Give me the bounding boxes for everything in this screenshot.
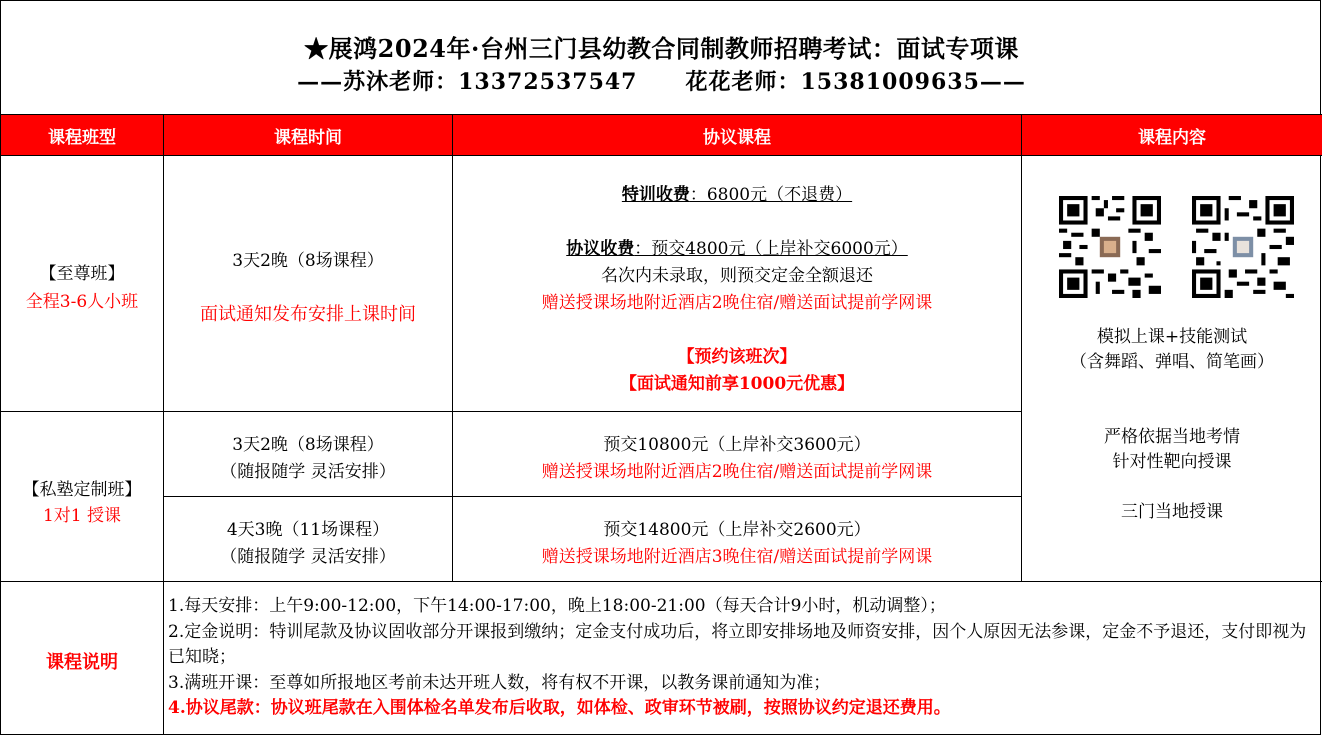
zhizun-refund: 名次内未录取，则预交定金全额退还 (601, 266, 873, 286)
notes-body (164, 582, 1321, 735)
sishu-opt1-price-cell (453, 412, 1022, 497)
sishu-name: 【私塾定制班】 (22, 480, 142, 500)
sishu-opt2-time: 4天3晚（11场课程） (226, 520, 390, 540)
content-cell (1022, 156, 1322, 582)
zhizun-gift: 赠送授课场地附近酒店2晚住宿/赠送面试提前学网课 (541, 293, 933, 313)
note-agreement-balance: 4.协议尾款：协议班尾款在入围体检名单发布后收取，如体检、政审环节被刷，按照协议约定退还费用。 (168, 698, 951, 718)
sishu-opt1-time: 3天2晚（8场课程） (232, 435, 384, 455)
sishu-opt2-time-cell (164, 497, 453, 582)
qr-code-huahua-icon[interactable] (1192, 196, 1294, 298)
col-header-class-type: 课程班型 (1, 115, 164, 156)
sishu-opt1-time-cell (164, 412, 453, 497)
note-schedule: 1.每天安排：上午9:00-12:00，下午14:00-17:00，晚上18:00-21:00（每天合计9小时，机动调整）； (168, 596, 946, 616)
notes-label: 课程说明 (46, 652, 118, 673)
col-header-agreement: 协议课程 (453, 115, 1022, 156)
sishu-opt1-price: 预交10800元（上岸补交3600元） (603, 435, 871, 455)
contact-sumu: ——苏沐老师：13372537547 (297, 69, 638, 95)
sishu-opt2-gift: 赠送授课场地附近酒店3晚住宿/赠送面试提前学网课 (541, 547, 933, 567)
title-block (1, 1, 1322, 115)
contact-huahua: 花花老师：15381009635—— (685, 69, 1026, 95)
sishu-opt1-flex: （随报随学 灵活安排） (220, 462, 396, 482)
note-min-class: 3.满班开课：至尊如所报地区考前未达开班人数，将有权不开课，以教务课前通知为准； (168, 672, 831, 693)
content-item-skills: （含舞蹈、弹唱、简笔画） (1070, 352, 1274, 372)
col-header-content: 课程内容 (1022, 115, 1322, 156)
sishu-opt2-price: 预交14800元（上岸补交2600元） (603, 520, 871, 540)
sishu-type-cell (1, 412, 164, 582)
zhizun-agree-fee: 协议收费：预交4800元（上岸补交6000元） (566, 239, 908, 259)
zhizun-agreement-cell (453, 156, 1022, 412)
notes-label-cell (1, 582, 164, 735)
zhizun-desc: 全程3-6人小班 (25, 292, 139, 312)
note-deposit: 2.定金说明：特训尾款及协议固收部分开课报到缴纳；定金支付成功后，将立即安排场地及师资安排，因个人原因无法参课，定金不予退还，支付即视为已知晓； (168, 621, 1307, 667)
zhizun-time-note: 面试通知发布安排上课时间 (200, 304, 416, 325)
page-title: ★展鸿2024年·台州三门县幼教合同制教师招聘考试：面试专项课 (304, 34, 1019, 63)
sishu-desc: 1对1 授课 (42, 506, 122, 526)
sishu-opt2-flex: （随报随学 灵活安排） (220, 547, 396, 567)
content-item-mock-class: 模拟上课+技能测试 (1096, 327, 1248, 347)
zhizun-name: 【至尊班】 (39, 264, 125, 284)
zhizun-time: 3天2晚（8场课程） (232, 251, 384, 271)
zhizun-promo-discount: 【面试通知前享1000元优惠】 (619, 374, 855, 394)
sishu-opt1-gift: 赠送授课场地附近酒店2晚住宿/赠送面试提前学网课 (541, 462, 933, 482)
zhizun-promo-title: 【预约该班次】 (677, 347, 797, 367)
zhizun-time-cell (164, 156, 453, 412)
sishu-opt2-price-cell (453, 497, 1022, 582)
zhizun-fee: 特训收费：6800元（不退费） (621, 185, 853, 205)
zhizun-type-cell (1, 156, 164, 412)
content-item-local-teaching: 三门当地授课 (1121, 502, 1223, 522)
content-item-targeted: 针对性靶向授课 (1112, 452, 1232, 472)
contact-line (1, 65, 1322, 96)
content-item-local-exam: 严格依据当地考情 (1104, 427, 1240, 447)
col-header-time: 课程时间 (164, 115, 453, 156)
qr-code-sumu-icon[interactable] (1059, 196, 1161, 298)
